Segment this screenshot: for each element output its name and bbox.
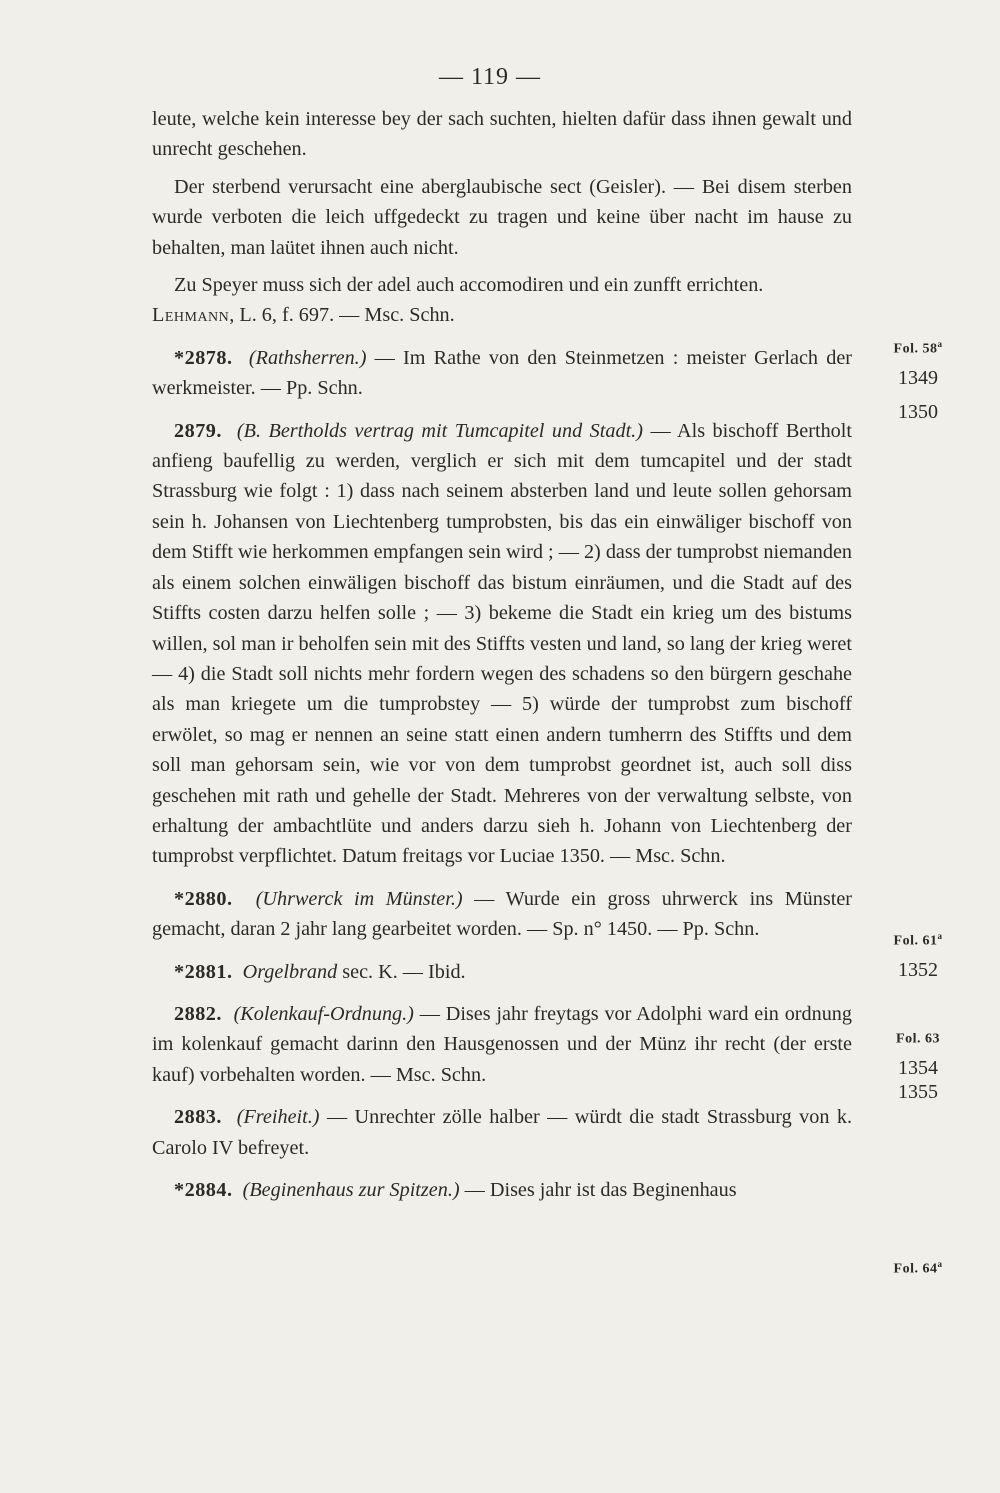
margin-year: 1355 (898, 1081, 938, 1103)
margin-year: 1350 (898, 401, 938, 423)
entry-number: *2880. (174, 887, 233, 910)
entry-text: — Wurde ein gross uhrwerck ins Münster gemacht, daran 2 jahr lang gearbeitet worden. — Sp. n° 1450. — Pp. Schn. (152, 887, 853, 941)
folio-superscript: a (937, 1259, 943, 1269)
margin-note-1355 (872, 1078, 964, 1106)
entry-number: *2878. (174, 346, 233, 369)
paragraph-speyer-text: Zu Speyer muss sich der adel auch accomodiren und ein zunfft errichten. (174, 274, 764, 297)
entry-2879 (152, 416, 852, 872)
paragraph-geisler: Der sterbend verursacht eine aberglaubische sect (Geisler). — Bei disem sterben wurde verboten die leich uffgedeckt zu tragen und keine über nacht im hause zu behalten, man laütet ihnen auch nicht. (152, 175, 852, 259)
entry-2880 (152, 884, 852, 945)
entry-number: *2884. (174, 1179, 233, 1201)
margin-year: 1349 (898, 366, 938, 389)
entry-2884 (152, 1175, 852, 1205)
entry-2881 (152, 957, 852, 987)
entry-text: — Dises jahr freytags vor Adolphi ward ein ordnung im kolenkauf gemacht darinn den Hausgenossen und der Münz ihr recht (der erste kauf) vorbehalten worden. — Msc. Schn. (152, 1002, 852, 1086)
entry-title: Orgelbrand (242, 960, 338, 983)
entry-text: — Im Rathe von den Steinmetzen : meister Gerlach der werkmeister. — Pp. Schn. (152, 346, 852, 400)
entry-title: (B. Bertholds vertrag mit Tumcapitel und Stadt.) (236, 419, 643, 442)
page-number: — 119 — (438, 64, 542, 90)
entry-title: (Freiheit.) (236, 1106, 320, 1129)
folio-label: Fol. 58 (893, 341, 938, 357)
folio-label: Fol. 61 (893, 933, 938, 949)
paragraph-speyer (152, 270, 852, 331)
source-reference: , L. 6, f. 697. — Msc. Schn. (229, 304, 455, 327)
entry-2883 (152, 1102, 852, 1163)
entry-number: 2882. (174, 1002, 222, 1025)
paragraph-continuation: leute, welche kein interesse bey der sach suchten, hielten dafür dass ihnen gewalt und unrecht geschehen. (152, 108, 852, 161)
folio-superscript: a (937, 931, 943, 941)
entry-text: — Unrechter zölle halber — würdt die stadt Strassburg von k. Carolo IV befreyet. (152, 1106, 852, 1159)
entry-text: — Als bischoff Bertholt anfieng baufellig zu werden, verglich er sich mit dem tumcapitel und der stadt Strassburg wie folgt : 1) dass nach seinem absterben land und leute sollen gehorsam sein h. Johansen von Liechtenberg tumprobsten, bis das ein einwäliger bischoff von dem Stifft wie herkommen empfangen sein wird ; — 2) dass der tumprobst niemanden als einem solchen einwäligen bischoff das bistum einräumen, und die Stadt auf des Stiffts costen darzu helfen solle ; — 3) bekeme die Stadt ein krieg um des bistums willen, sol man ir beholfen sein mit des Stiffts vesten und land, so lang der krieg weret — 4) die Stadt soll nichts mehr fordern wegen des schadens so den bürgern geschahe als man kriegete um die tumprobstey — 5) würde der tumprobst zum bischoff erwölet, so mag er nennen an seine statt einen andern tumherrn des Stiffts und dem soll man gehorsam sein, wie vor von dem tumprobst geordnet ist, auch soll diss geschehen mit rath und gehelle der Stadt. Mehreres von der verwaltung selbste, von erhaltung der ambachtlüte und anders darzu sieh h. Johann von Liechtenberg der tumprobst verpflichtet. Datum freitags vor Luciae 1350. — Msc. Schn. (152, 419, 852, 868)
entry-title: (Beginenhaus zur Spitzen.) (242, 1179, 460, 1201)
entry-title: (Rathsherren.) (248, 346, 367, 369)
entry-number: *2881. (174, 960, 233, 983)
entry-2878 (152, 343, 852, 404)
entry-2882 (152, 999, 852, 1090)
entry-title: (Uhrwerck im Münster.) (255, 887, 463, 910)
text-column (152, 104, 852, 1212)
margin-note-fol-61 (872, 922, 964, 984)
margin-year: 1354 (898, 1056, 938, 1079)
margin-year: 1352 (898, 958, 938, 981)
margin-note-1350 (872, 398, 964, 426)
margin-note-fol-64 (872, 1250, 964, 1284)
entry-number: 2883. (174, 1106, 222, 1129)
entry-text: — Dises jahr ist das Beginenhaus (459, 1179, 737, 1201)
entry-title: (Kolenkauf-Ordnung.) (233, 1002, 414, 1025)
folio-superscript: a (937, 339, 943, 349)
folio-label: Fol. 64 (893, 1261, 938, 1277)
margin-note-fol-63 (872, 1020, 964, 1082)
folio-label: Fol. 63 (896, 1031, 940, 1047)
entry-text: sec. K. — Ibid. (337, 960, 466, 983)
entry-number: 2879. (174, 419, 222, 442)
margin-note-fol-58 (872, 330, 964, 392)
source-author: Lehmann (152, 304, 230, 327)
